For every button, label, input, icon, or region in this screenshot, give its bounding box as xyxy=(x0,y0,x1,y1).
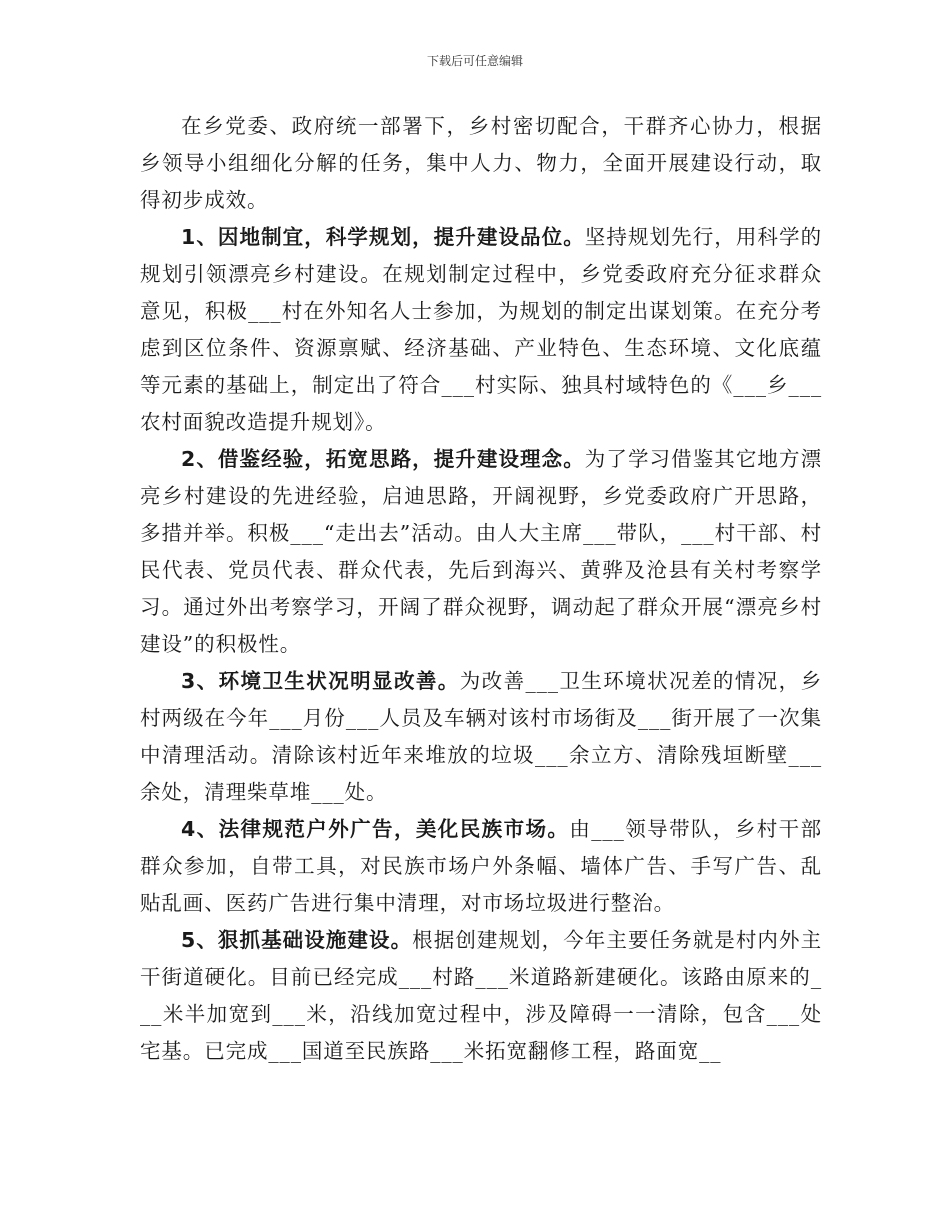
paragraph-text: 为了学习借鉴其它地方漂亮乡村建设的先进经验，启迪思路，开阔视野，乡党委政府广开思路，多措并举。积极___“走出去”活动。由人大主席___带队，___村干部、村民代表、党员代表、群众代表，先后到海兴、黄骅及沧县有关村考察学习。通过外出考察学习，开阔了群众视野，调动起了群众开展“漂亮乡村建设”的积极性。 xyxy=(140,447,822,656)
section-heading-5: 5、狠抓基础设施建设。 xyxy=(181,928,413,952)
section-paragraph-4 xyxy=(140,811,822,922)
paragraph-text: 坚持规划先行，用科学的规划引领漂亮乡村建设。在规划制定过程中，乡党委政府充分征求群众意见，积极___村在外知名人士参加，为规划的制定出谋划策。在充分考虑到区位条件、资源禀赋、经济基础、产业特色、生态环境、文化底蕴等元素的基础上，制定出了符合___村实际、独具村域特色的《___乡___农村面貌改造提升规划》。 xyxy=(140,225,822,434)
page-header: 下载后可任意编辑 xyxy=(426,54,523,68)
section-paragraph-2 xyxy=(140,441,822,663)
section-heading-1: 1、因地制宜，科学规划，提升建设品位。 xyxy=(181,225,585,249)
intro-paragraph xyxy=(140,108,822,219)
section-heading-4: 4、法律规范户外广告，美化民族市场。 xyxy=(181,817,570,841)
document-body xyxy=(140,108,822,1070)
section-heading-3: 3、环境卫生状况明显改善。 xyxy=(181,669,460,693)
section-paragraph-1 xyxy=(140,219,822,441)
paragraph-text: 为改善___卫生环境状况差的情况，乡村两级在今年___月份___人员及车辆对该村市场街及___街开展了一次集中清理活动。清除该村近年来堆放的垃圾___余立方、清除残垣断壁___余处，清理柴草堆___处。 xyxy=(140,669,822,804)
section-heading-2: 2、借鉴经验，拓宽思路，提升建设理念。 xyxy=(181,447,585,471)
paragraph-text: 在乡党委、政府统一部署下，乡村密切配合，干群齐心协力，根据乡领导小组细化分解的任务，集中人力、物力，全面开展建设行动，取得初步成效。 xyxy=(140,114,822,212)
paragraph-text: 根据创建规划，今年主要任务就是村内外主干街道硬化。目前已经完成___村路___米道路新建硬化。该路由原来的___米半加宽到___米，沿线加宽过程中，涉及障碍一一清除，包含___处宅基。已完成___国道至民族路___米拓宽翻修工程，路面宽__ xyxy=(140,928,822,1063)
section-paragraph-5 xyxy=(140,922,822,1070)
section-paragraph-3 xyxy=(140,663,822,811)
paragraph-text: 由___领导带队，乡村干部群众参加，自带工具，对民族市场户外条幅、墙体广告、手写广告、乱贴乱画、医药广告进行集中清理，对市场垃圾进行整治。 xyxy=(140,817,822,915)
